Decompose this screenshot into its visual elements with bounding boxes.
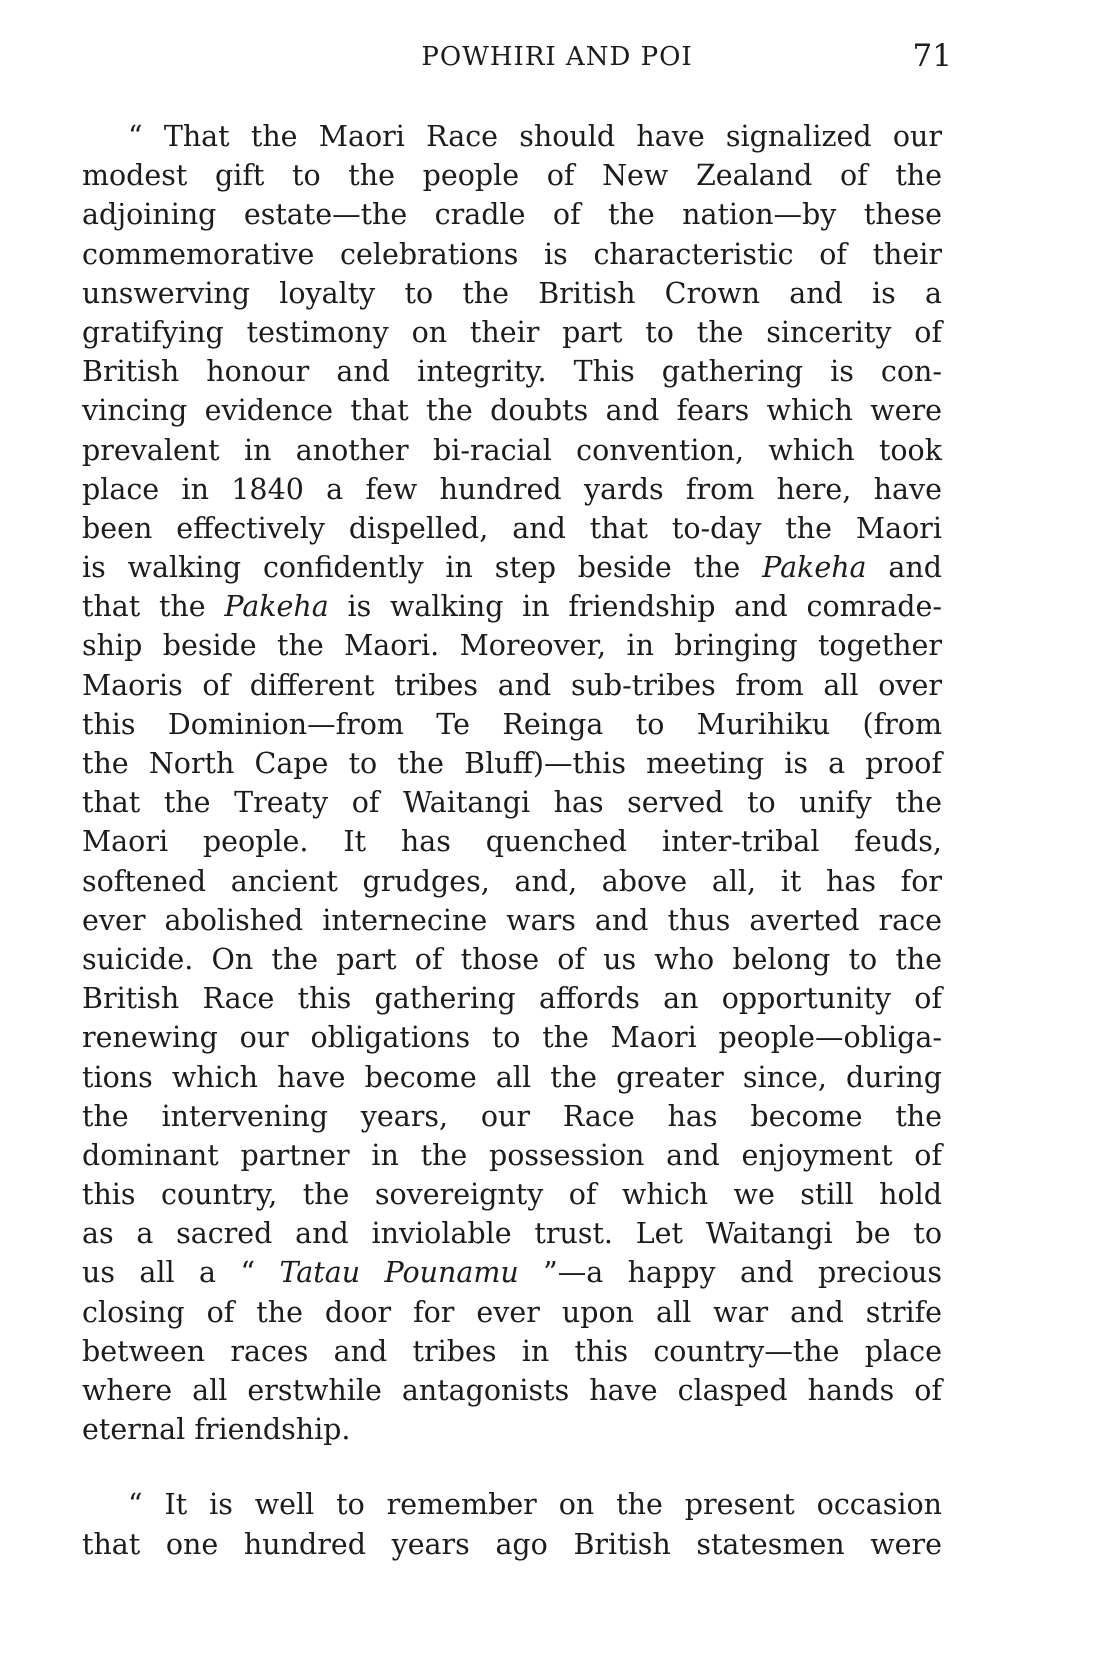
- text-line: that the Treaty of Waitangi has served to unify the: [82, 786, 942, 820]
- text-line: as a sacred and inviolable trust. Let Waitangi be to: [82, 1217, 942, 1251]
- text-line: Maori people. It has quenched inter-tribal feuds,: [82, 825, 942, 859]
- text-line: “ That the Maori Race should have signalized our: [128, 120, 942, 153]
- text-line: Maoris of different tribes and sub-tribes from all over: [82, 668, 942, 702]
- text-line: that the Pakeha is walking in friendship and comrade-: [82, 590, 942, 624]
- text-line: modest gift to the people of New Zealand of the: [82, 159, 942, 193]
- text-line: dominant partner in the possession and enjoyment of: [82, 1138, 942, 1172]
- body-text: [82, 117, 942, 1564]
- text-line: between races and tribes in this country—the place: [82, 1334, 942, 1368]
- text-line: closing of the door for ever upon all war and strife: [82, 1295, 942, 1329]
- italic-term: Pakeha: [762, 551, 867, 585]
- text-line: us all a “ Tatau Pounamu ”—a happy and precious: [82, 1256, 942, 1290]
- text-line: British Race this gathering affords an opportunity of: [82, 982, 942, 1016]
- text-line: commemorative celebrations is characteristic of their: [82, 237, 942, 271]
- text-line: where all erstwhile antagonists have clasped hands of: [82, 1374, 942, 1407]
- text-line: the North Cape to the Bluff)—this meeting is a proof: [82, 747, 942, 780]
- text-line: softened ancient grudges, and, above all, it has for: [82, 864, 942, 898]
- italic-term: Tatau Pounamu: [279, 1256, 519, 1290]
- paragraph: [82, 1485, 942, 1563]
- text-line: renewing our obligations to the Maori people—obliga-: [82, 1021, 942, 1055]
- text-line: ship beside the Maori. Moreover, in bringing together: [82, 629, 942, 663]
- text-line: vincing evidence that the doubts and fears which were: [82, 394, 942, 428]
- text-line: tions which have become all the greater since, during: [82, 1060, 942, 1094]
- text-line: the intervening years, our Race has become the: [82, 1099, 942, 1133]
- text-line: eternal friendship.: [82, 1413, 351, 1447]
- text-line: this Dominion—from Te Reinga to Murihiku (from: [82, 707, 942, 741]
- paragraph-gap: [82, 1449, 942, 1485]
- text-line: been effectively dispelled, and that to-day the Maori: [82, 511, 942, 545]
- running-header: [0, 30, 1114, 80]
- text-line: unswerving loyalty to the British Crown and is a: [82, 276, 942, 310]
- text-line: British honour and integrity. This gathering is con-: [82, 355, 942, 389]
- page-number: 71: [912, 38, 952, 74]
- text-line: prevalent in another bi-racial convention, which took: [82, 433, 942, 467]
- text-line: ever abolished internecine wars and thus averted race: [82, 903, 942, 937]
- text-line: “ It is well to remember on the present occasion: [128, 1488, 942, 1522]
- running-head-title: POWHIRI AND POI: [421, 42, 693, 72]
- text-line: gratifying testimony on their part to the sincerity of: [82, 315, 942, 349]
- text-line: that one hundred years ago British statesmen were: [82, 1527, 942, 1561]
- paragraph: [82, 117, 942, 1449]
- italic-term: Pakeha: [224, 590, 329, 624]
- text-line: place in 1840 a few hundred yards from here, have: [82, 472, 942, 506]
- text-line: suicide. On the part of those of us who belong to the: [82, 942, 942, 976]
- text-line: is walking confidently in step beside the Pakeha and: [82, 551, 942, 585]
- text-line: adjoining estate—the cradle of the nation—by these: [82, 198, 942, 232]
- text-line: this country, the sovereignty of which we still hold: [82, 1178, 942, 1212]
